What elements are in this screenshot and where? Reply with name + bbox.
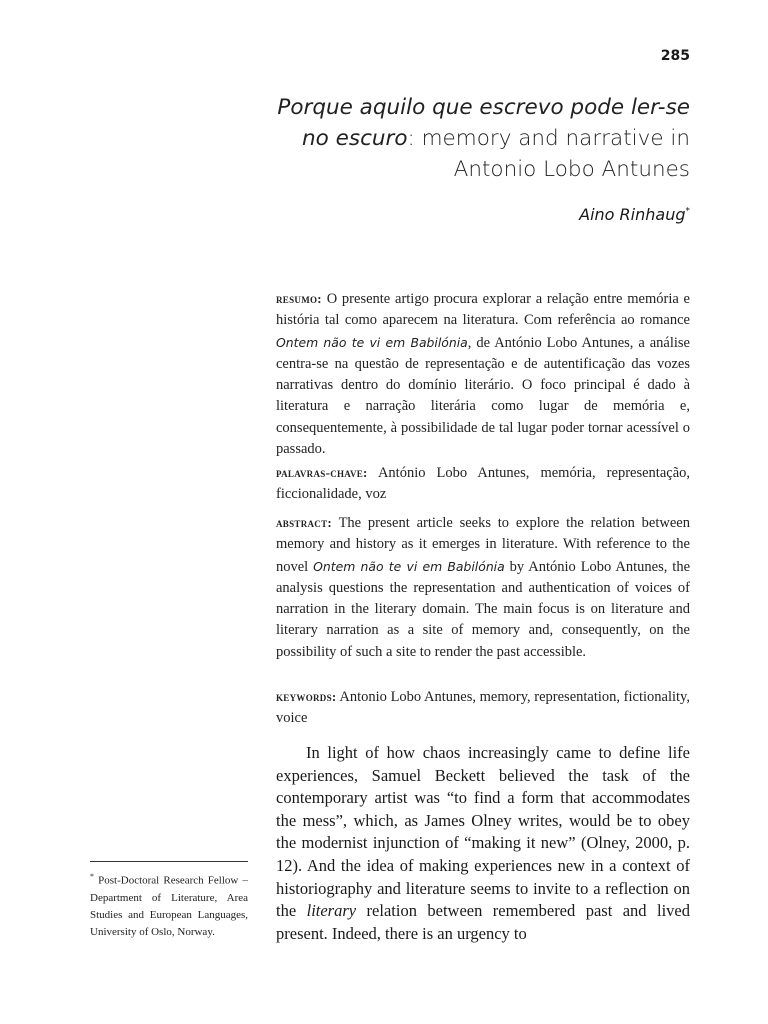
resumo-text-1: O presente artigo procura explorar a relação entre memória e história tal como aparecem na literatura. Com referência ao romance bbox=[276, 291, 690, 329]
resumo-novel-title: Ontem não te vi em Babilónia bbox=[276, 334, 468, 350]
title-italic-part: Porque aquilo que escrevo pode ler-se no escuro bbox=[277, 95, 690, 151]
author-name: Aino Rinhaug bbox=[579, 205, 686, 224]
title-rest: : memory and narrative in Antonio Lobo Antunes bbox=[407, 126, 690, 182]
footnote-marker: * bbox=[90, 872, 94, 881]
abstract-label: abstract: bbox=[276, 515, 333, 530]
body-text-2: relation between remembered past and lived present. Indeed, there is an urgency to bbox=[276, 901, 690, 943]
keywords-text: Antonio Lobo Antunes, memory, representation, fictionality, voice bbox=[276, 689, 690, 727]
footnote-divider bbox=[90, 861, 248, 862]
body-paragraph bbox=[276, 742, 690, 945]
page-number: 285 bbox=[660, 48, 690, 64]
resumo-paragraph bbox=[276, 288, 690, 460]
author-line bbox=[579, 205, 690, 224]
author-footnote-marker: * bbox=[685, 206, 690, 217]
article-title bbox=[270, 92, 690, 185]
abstract-text-2: by António Lobo Antunes, the analysis questions the representation and authentication of voices of narration in the literary domain. The main focus is on literature and literary narration as a site of memory and, consequently, on the possibility of such a site to render the past accessible. bbox=[276, 558, 691, 660]
abstract-novel-title: Ontem não te vi em Babilónia bbox=[313, 558, 505, 574]
palavras-chave-text: António Lobo Antunes, memória, representação, ficcionalidade, voz bbox=[276, 465, 690, 503]
resumo-label: resumo: bbox=[276, 291, 322, 306]
footnote-text: Post-Doctoral Research Fellow – Department of Literature, Area Studies and European Languages, University of Oslo, Norway. bbox=[90, 874, 248, 938]
body-italic-word: literary bbox=[306, 901, 357, 921]
abstract-text-1: The present article seeks to explore the relation between memory and history as it emerges in literature. With reference to the novel bbox=[276, 515, 690, 575]
abstract-paragraph bbox=[276, 512, 690, 663]
resumo-text-2: , de António Lobo Antunes, a análise centra-se na questão de representação e de autentificação das vozes narrativas dentro do domínio literário. O foco principal é dado à literatura e narração literária como lugar de memória e, consequentemente, à possibilidade de tal lugar poder tornar acessível o passado. bbox=[276, 334, 690, 458]
keywords-label: keywords: bbox=[276, 689, 337, 704]
body-text-1: In light of how chaos increasingly came to define life experiences, Samuel Beckett believed the task of the contemporary artist was “to find a form that accommodates the mess”, which, as James Olney writes, would be to obey the modernist injunction of “making it new” (Olney, 2000, p. 12). And the idea of making experiences new in a context of historiography and literature seems to invite to a reflection on the bbox=[276, 743, 690, 921]
keywords-paragraph bbox=[276, 686, 690, 730]
footnote bbox=[90, 868, 248, 941]
palavras-chave-label: palavras-chave: bbox=[276, 465, 368, 480]
palavras-chave-paragraph bbox=[276, 462, 690, 506]
